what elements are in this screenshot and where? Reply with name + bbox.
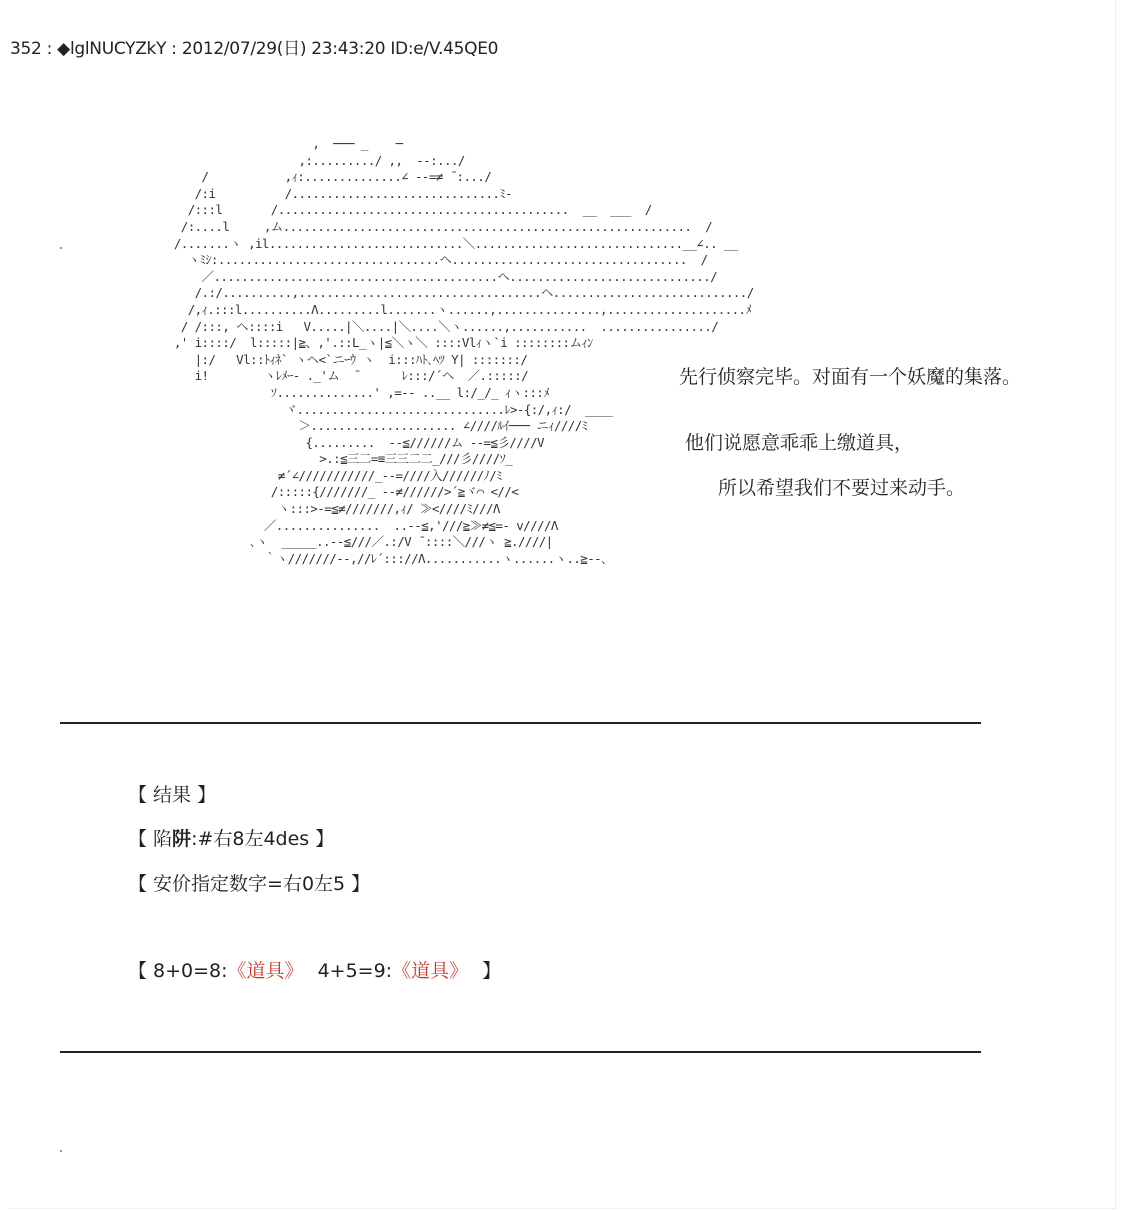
calc-line — [128, 956, 501, 983]
ascii-art: , ─── _ ─ ,:........./ ,, -‐:.../ / ,ｨ:..............∠ --=≠ ̄ :.../ /:i /..............................ﾐ- /:::l /.......................................... __ ___ / /:....l ,ム........................................................... / /.......ヽ ,il............................＼..............................__∠.. __ ヽﾐｼ:................................ヘ.................................. / ／.........................................ヘ............................./ /.:/..........,...................................ヘ............................/ /,ｨ.:::l..........Λ.........l.......ヽ......,...............,....................ﾒ / /:::, ヘ::::i V.....|＼....|＼....＼ヽ......,........... ................/ ,' i::::/ l:::::|≧、,'.::L_ヽ|≦＼ヽ＼ ::::Vlｨヽ`i ::::::::ムｨﾝ |:/ Vl::ﾄｨﾈ` ヽヘ<`ニｰｳ ヽ i:::ﾊﾄ､ﾍﾂ Y| :::::::/ i! ヽﾚﾒｰ- ._'ム ̄ ﾚ:::/´ヘ ／.:::::/ ｿ..............' ,=-- ..__ l:/_/_ ｨヽ:::ﾒ ヾ..............................ﾚ>-{:/,ｨ:/ ____ ＞..................... ∠////ﾙｲ─── ニｨ////ﾐ {......... --≦//////ム --=≦彡////V >.:≦三二=≡三三二二_///彡////ｿ_ ≠´∠///////////_--=////入//////ﾉ/ﾐ /:::::{///////_ --≠//////>´≧ヾ⌒ <//< ヽ:::>-=≦≠///////,ｨ/ ≫<////ﾐ///Λ ／............... ..--≦,'///≧≫≠≦=- v////Λ ､ヽ _____..--≦///／.:/V ̄ ::::＼///ヽ ≧.////| ｀ヽ///////-‐,//ﾚ´::://Λ...........ヽ......ヽ..≧--､ — [173, 136, 754, 566]
anka-line: 【 安价指定数字=右0左5 】 — [128, 873, 371, 895]
narration-line-2: 他们说愿意乖乖上缴道具， — [685, 432, 914, 454]
item-result-1: 《道具》 — [227, 960, 304, 982]
narration-line-1: 先行侦察完毕。对面有一个妖魔的集落。 — [679, 366, 1022, 388]
trap-prefix: 【 陷 — [128, 828, 173, 850]
post-header: 352 : ◆lglNUCYZkY : 2012/07/29(日) 23:43:20 ID:e/V.45QE0 — [10, 39, 499, 59]
divider-top — [60, 722, 981, 724]
calc-mid: 4+5=9: — [317, 960, 393, 982]
narration-line-3: 所以希望我们不要过来动手。 — [718, 477, 966, 499]
divider-bottom — [60, 1051, 981, 1053]
stray-dot — [60, 1150, 62, 1152]
item-result-2: 《道具》 — [392, 960, 469, 982]
trap-line — [128, 824, 334, 851]
result-title: 【 结果 】 — [128, 784, 217, 806]
calc-open: 【 8+0=8: — [128, 960, 228, 982]
calc-close: 】 — [482, 960, 502, 982]
trap-rest: :#右8左4des 】 — [191, 828, 335, 850]
stray-dot — [60, 247, 62, 249]
trap-bold: 阱 — [172, 828, 192, 850]
